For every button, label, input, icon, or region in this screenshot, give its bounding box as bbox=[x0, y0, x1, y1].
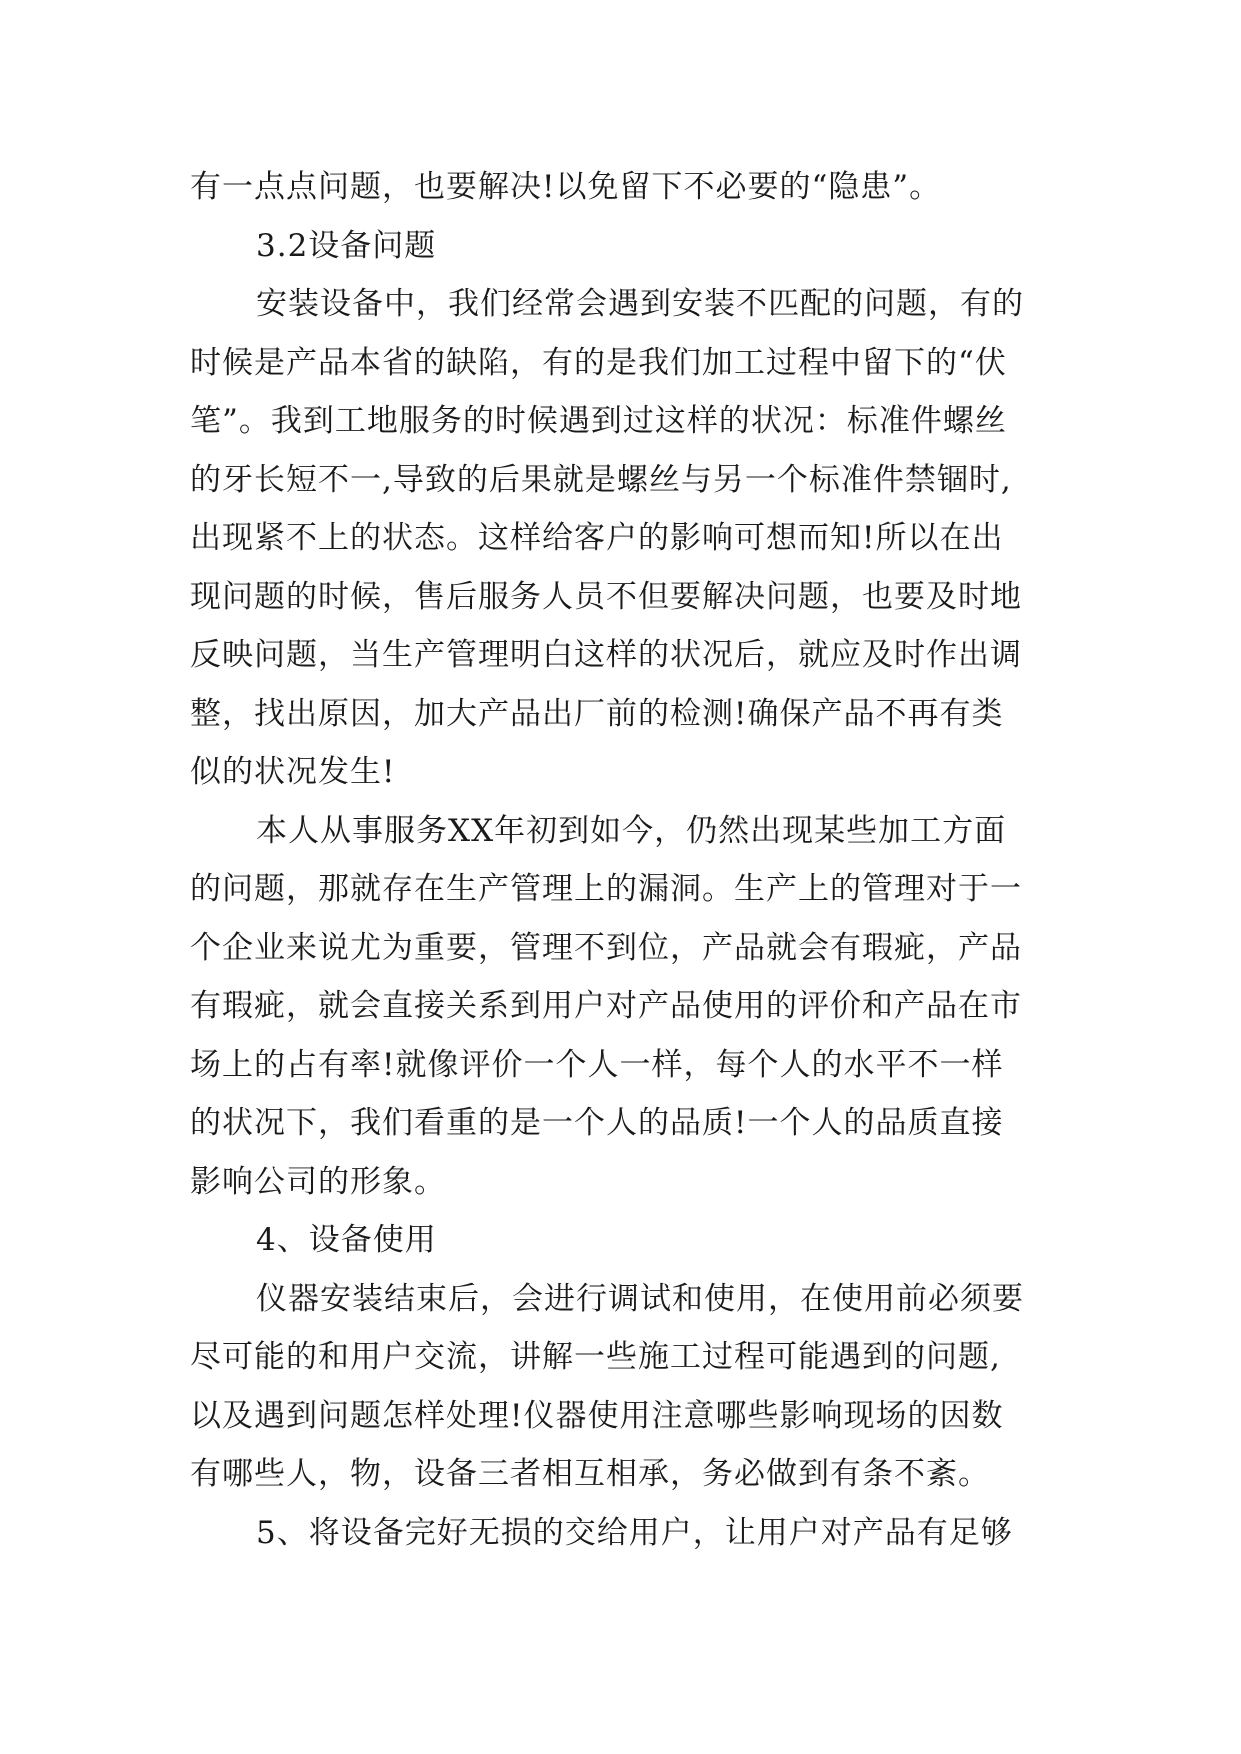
paragraph bbox=[190, 158, 1050, 217]
text-line: 现问题的时候，售后服务人员不但要解决问题，也要及时地 bbox=[190, 578, 1022, 615]
text-line: 以及遇到问题怎样处理!仪器使用注意哪些影响现场的因数 bbox=[190, 1397, 1004, 1434]
paragraph bbox=[190, 275, 1050, 802]
text-line: 的牙长短不一,导致的后果就是螺丝与另一个标准件禁锢时, bbox=[190, 461, 1012, 498]
section-heading bbox=[190, 1211, 1050, 1270]
text-line: 仪器安装结束后，会进行调试和使用，在使用前必须要 bbox=[256, 1280, 1024, 1317]
paragraph bbox=[190, 1270, 1050, 1504]
text-line: 出现紧不上的状态。这样给客户的影响可想而知!所以在出 bbox=[190, 520, 1004, 556]
section-heading bbox=[190, 217, 1050, 276]
text-line: 3.2设备问题 bbox=[256, 227, 437, 264]
paragraph bbox=[190, 1504, 1050, 1563]
text-line: 有哪些人，物，设备三者相互相承，务必做到有条不紊。 bbox=[190, 1456, 990, 1492]
text-line: 笔”。我到工地服务的时候遇到过这样的状况：标准件螺丝 bbox=[190, 403, 1007, 439]
text-line: 反映问题，当生产管理明白这样的状况后，就应及时作出调 bbox=[190, 637, 1022, 673]
text-line: 本人从事服务XX年初到如今，仍然出现某些加工方面 bbox=[256, 812, 1007, 849]
text-line: 4、设备使用 bbox=[256, 1222, 437, 1258]
text-line: 场上的占有率!就像评价一个人一样，每个人的水平不一样 bbox=[190, 1046, 1004, 1083]
document-body bbox=[190, 158, 1050, 1562]
text-line: 个企业来说尤为重要，管理不到位，产品就会有瑕疵，产品 bbox=[190, 929, 1022, 966]
text-line: 整，找出原因，加大产品出厂前的检测!确保产品不再有类 bbox=[190, 695, 1004, 732]
text-line: 的状况下，我们看重的是一个人的品质!一个人的品质直接 bbox=[190, 1105, 1004, 1141]
text-line: 影响公司的形象。 bbox=[190, 1163, 446, 1200]
text-line: 尽可能的和用户交流，讲解一些施工过程可能遇到的问题, bbox=[190, 1339, 1001, 1375]
text-line: 有一点点问题，也要解决!以免留下不必要的“隐患”。 bbox=[190, 169, 942, 205]
text-line: 的问题，那就存在生产管理上的漏洞。生产上的管理对于一 bbox=[190, 871, 1022, 907]
text-line: 似的状况发生! bbox=[190, 754, 396, 790]
text-line: 有瑕疵，就会直接关系到用户对产品使用的评价和产品在市 bbox=[190, 988, 1022, 1024]
text-line: 时候是产品本省的缺陷，有的是我们加工过程中留下的“伏 bbox=[190, 344, 1007, 381]
text-line: 安装设备中，我们经常会遇到安装不匹配的问题，有的 bbox=[256, 286, 1024, 322]
text-line: 5、将设备完好无损的交给用户，让用户对产品有足够 bbox=[256, 1514, 1013, 1551]
paragraph bbox=[190, 802, 1050, 1212]
